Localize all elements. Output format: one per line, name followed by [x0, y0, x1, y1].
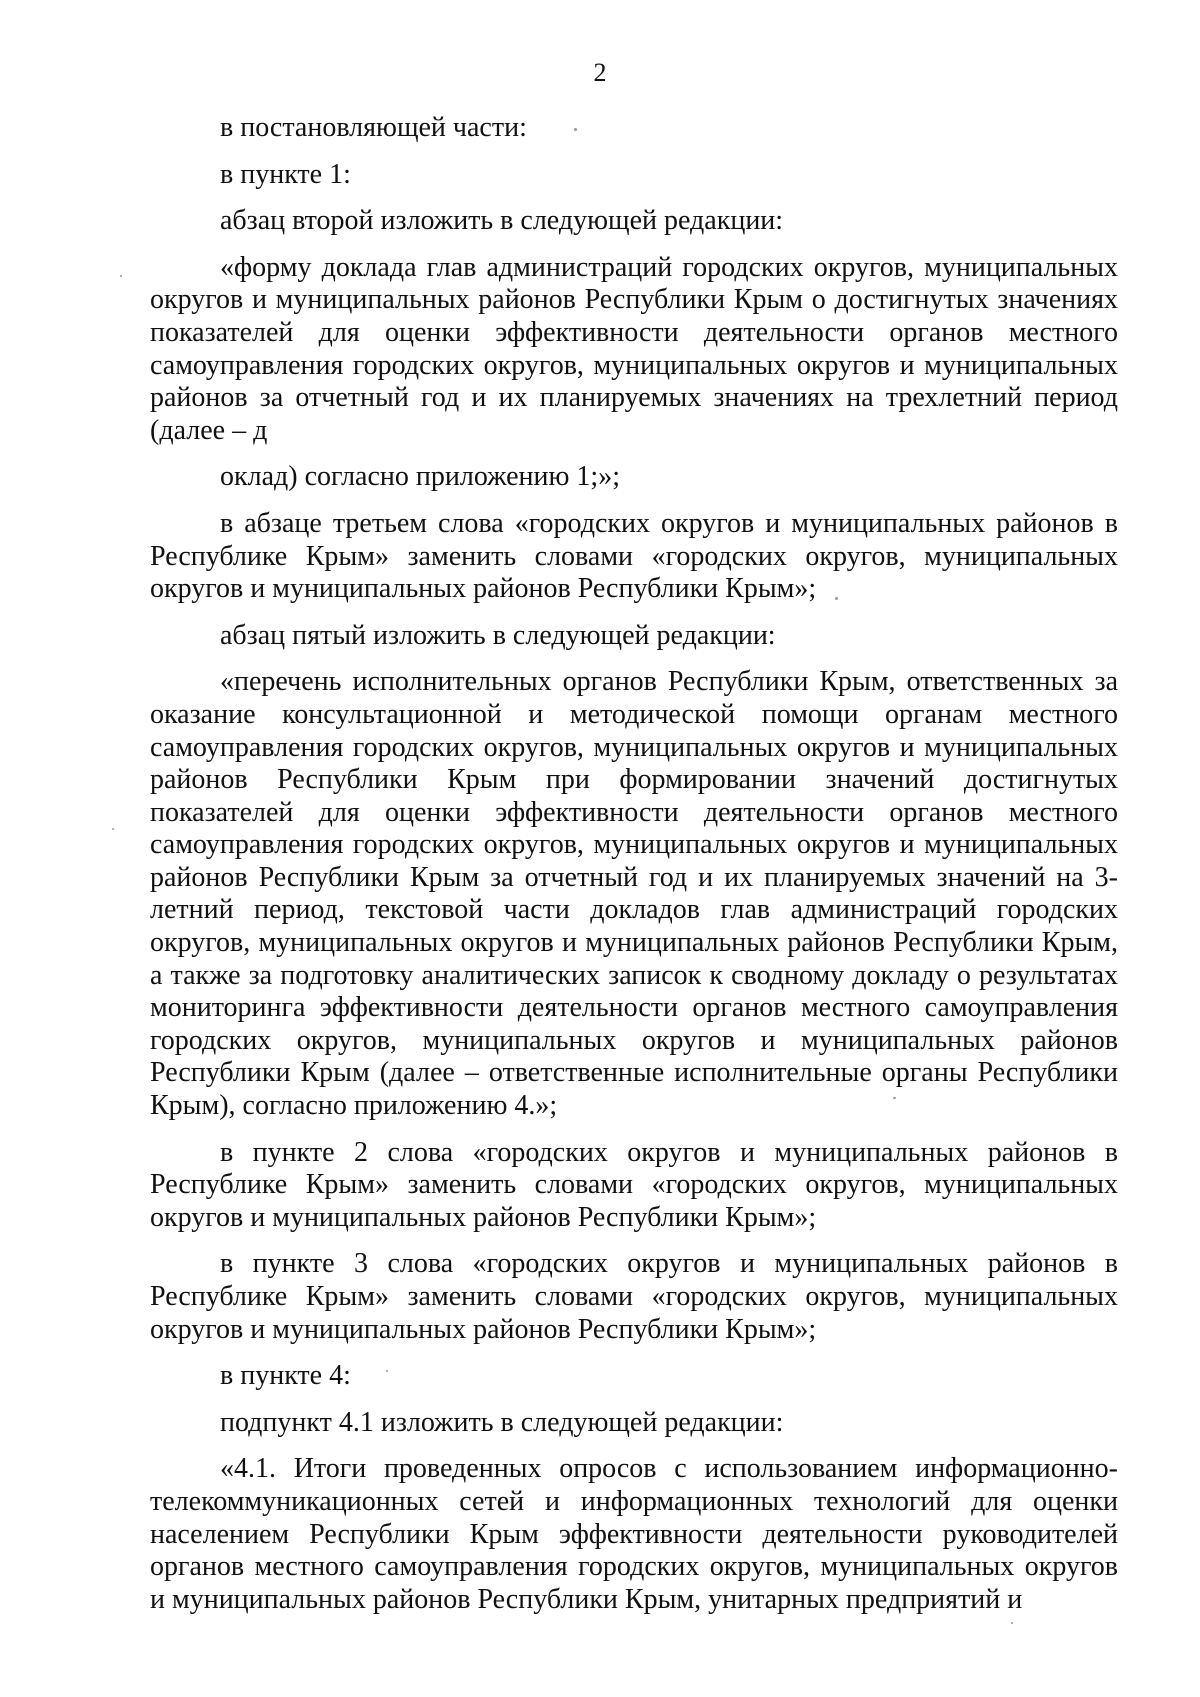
scan-speck: [112, 828, 114, 830]
scan-speck: [1011, 1622, 1013, 1624]
scan-speck: [120, 275, 122, 277]
scan-speck: [574, 128, 577, 131]
page-number: 2: [593, 58, 607, 87]
paragraph-11: в пункте 4:: [220, 1360, 351, 1392]
paragraph-12: подпункт 4.1 изложить в следующей редакции:: [220, 1406, 784, 1438]
scan-speck: [386, 1370, 388, 1372]
paragraph-10: в пункте 3 слова «городских округов и муниципальных районов в Республике Крым» заменить словами «городских округов, муниципальных округов и муниципальных районов Республики Крым»;: [150, 1248, 1118, 1345]
paragraph-3: абзац второй изложить в следующей редакции:: [220, 205, 784, 237]
paragraph-4: «форму доклада глав администраций городских округов, муниципальных округов и муниципальных районов Республики Крым о достигнутых значениях показателей для оценки эффективности деятельности органов местного самоуправления городских округов, муниципальных округов и муниципальных районов за отчетный год и их планируемых значениях на трехлетний период (далее – д: [150, 251, 1118, 446]
scan-speck: [893, 1097, 896, 1099]
document-body: [150, 112, 1118, 1616]
scan-speck: [835, 597, 838, 600]
paragraph-9: в пункте 2 слова «городских округов и муниципальных районов в Республике Крым» заменить словами «городских округов, муниципальных округов и муниципальных районов Республики Крым»;: [150, 1136, 1118, 1233]
paragraph-5: оклад) согласно приложению 1;»;: [220, 461, 620, 493]
paragraph-7: абзац пятый изложить в следующей редакции:: [220, 619, 776, 651]
paragraph-6: в абзаце третьем слова «городских округов и муниципальных районов в Республике Крым» заменить словами «городских округов, муниципальных округов и муниципальных районов Республики Крым»;: [150, 507, 1118, 605]
paragraph-2: в пункте 1:: [220, 158, 351, 190]
paragraph-13: «4.1. Итоги проведенных опросов с использованием информационно-телекоммуникационных сетей и информационных технологий для оценки населением Республики Крым эффективности деятельности руководителей органов местного самоуправления городских округов, муниципальных округов и муниципальных районов Республики Крым, унитарных предприятий и: [150, 1453, 1118, 1615]
paragraph-8: «перечень исполнительных органов Республики Крым, ответственных за оказание консультационной и методической помощи органам местного самоуправления городских округов, муниципальных округов и муниципальных районов Республики Крым при формировании значений достигнутых показателей для оценки эффективности деятельности органов местного самоуправления городских округов, муниципальных округов и муниципальных районов Республики Крым за отчетный год и их планируемых значений на 3-летний период, текстовой части докладов глав администраций городских округов, муниципальных округов и муниципальных районов Республики Крым, а также за подготовку аналитических записок к сводному докладу о результатах мониторинга эффективности деятельности органов местного самоуправления городских округов, муниципальных округов и муниципальных районов Республики Крым (далее – ответственные исполнительные органы Республики Крым), согласно приложению 4.»;: [150, 666, 1118, 1122]
paragraph-1: в постановляющей части:: [220, 112, 527, 143]
